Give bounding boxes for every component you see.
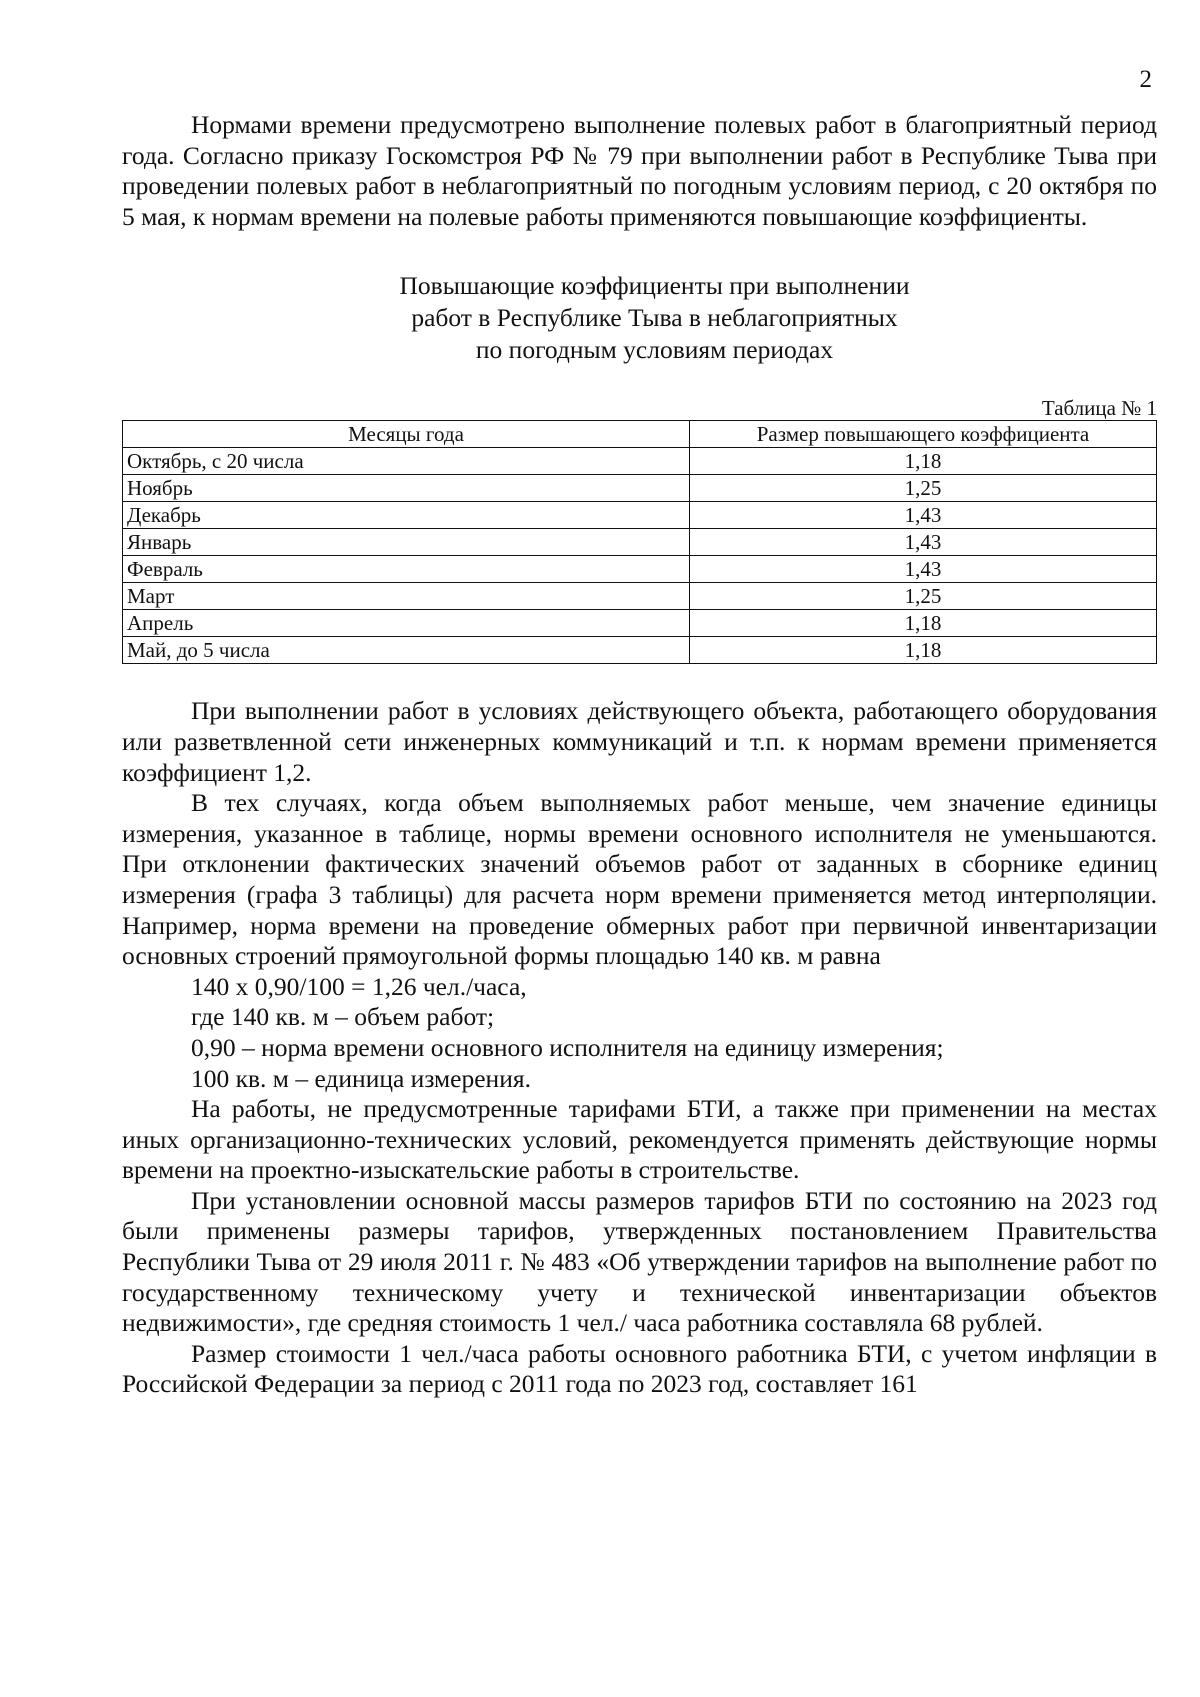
table-title-line: по погодным условиям периодах bbox=[475, 335, 834, 365]
coefficient-cell: 1,18 bbox=[690, 448, 1157, 475]
table-row bbox=[123, 610, 1157, 637]
table-row bbox=[123, 583, 1157, 610]
table-row bbox=[123, 448, 1157, 475]
table-row bbox=[123, 529, 1157, 556]
intro-paragraph: Нормами времени предусмотрено выполнение полевых работ в благоприятный период года. Согласно приказу Госкомстроя РФ № 79 при выполнении работ в Республике Тыва при проведении полевых работ в неблагоприятный по погодным условиям период, с 20 октября по 5 мая, к нормам времени на полевые работы применяются повышающие коэффициенты. bbox=[122, 110, 1157, 231]
table-row bbox=[123, 637, 1157, 664]
coefficient-table bbox=[122, 420, 1157, 664]
coefficient-cell: 1,25 bbox=[690, 475, 1157, 502]
coefficient-cell: 1,18 bbox=[690, 637, 1157, 664]
coefficient-cell: 1,43 bbox=[690, 556, 1157, 583]
table-title-line: работ в Республике Тыва в неблагоприятных bbox=[411, 303, 898, 333]
formula: 140 х 0,90/100 = 1,26 чел./часа, bbox=[191, 971, 527, 1001]
month-cell: Март bbox=[123, 583, 690, 610]
table-header-row bbox=[123, 421, 1157, 448]
table-title bbox=[122, 270, 1157, 366]
table-row bbox=[123, 556, 1157, 583]
page-number: 2 bbox=[1139, 66, 1152, 93]
column-header-coefficient: Размер повышающего коэффициента bbox=[690, 421, 1157, 448]
paragraph-tariffs-2023: При установлении основной массы размеров тарифов БТИ по состоянию на 2023 год были применены размеры тарифов, утвержденных постановлением Правительства Республики Тыва от 29 июля 2011 г. № 483 «Об утверждении тарифов на выполнение работ по государственному техническому учету и технической инвентаризации объектов недвижимости», где средняя стоимость 1 чел./ часа работника составляла 68 рублей. bbox=[122, 1185, 1157, 1338]
paragraph-coefficient-1-2: При выполнении работ в условиях действующего объекта, работающего оборудования или разветвленной сети инженерных коммуникаций и т.п. к нормам времени применяется коэффициент 1,2. bbox=[122, 696, 1157, 787]
month-cell: Декабрь bbox=[123, 502, 690, 529]
coefficient-cell: 1,25 bbox=[690, 583, 1157, 610]
month-cell: Апрель bbox=[123, 610, 690, 637]
month-cell: Ноябрь bbox=[123, 475, 690, 502]
coefficient-cell: 1,43 bbox=[690, 529, 1157, 556]
paragraph-other-works: На работы, не предусмотренные тарифами БТИ, а также при применении на местах иных организационно-технических условий, рекомендуется применять действующие нормы времени на проектно-изыскательские работы в строительстве. bbox=[122, 1094, 1157, 1185]
month-cell: Январь bbox=[123, 529, 690, 556]
table-row bbox=[123, 475, 1157, 502]
coefficient-cell: 1,43 bbox=[690, 502, 1157, 529]
month-cell: Февраль bbox=[123, 556, 690, 583]
formula-explanation: 0,90 – норма времени основного исполнителя на единицу измерения; bbox=[191, 1032, 944, 1062]
coefficient-cell: 1,18 bbox=[690, 610, 1157, 637]
column-header-months: Месяцы года bbox=[123, 421, 690, 448]
formula-explanation: 100 кв. м – единица измерения. bbox=[191, 1063, 531, 1093]
paragraph-hourly-cost: Размер стоимости 1 чел./часа работы основного работника БТИ, с учетом инфляции в Российской Федерации за период с 2011 года по 2023 год, составляет 161 bbox=[122, 1338, 1157, 1399]
table-title-line: Повышающие коэффициенты при выполнении bbox=[399, 271, 910, 301]
month-cell: Май, до 5 числа bbox=[123, 637, 690, 664]
table-row bbox=[123, 502, 1157, 529]
formula-explanation: где 140 кв. м – объем работ; bbox=[191, 1002, 495, 1032]
document-body bbox=[122, 110, 1157, 1400]
paragraph-interpolation: В тех случаях, когда объем выполняемых работ меньше, чем значение единицы измерения, указанное в таблице, нормы времени основного исполнителя не уменьшаются. При отклонении фактических значений объемов работ от заданных в сборнике единиц измерения (графа 3 таблицы) для расчета норм времени применяется метод интерполяции. Например, норма времени на проведение обмерных работ при первичной инвентаризации основных строений прямоугольной формы площадью 140 кв. м равна bbox=[122, 788, 1157, 971]
month-cell: Октябрь, с 20 числа bbox=[123, 448, 690, 475]
table-label: Таблица № 1 bbox=[1041, 396, 1157, 421]
